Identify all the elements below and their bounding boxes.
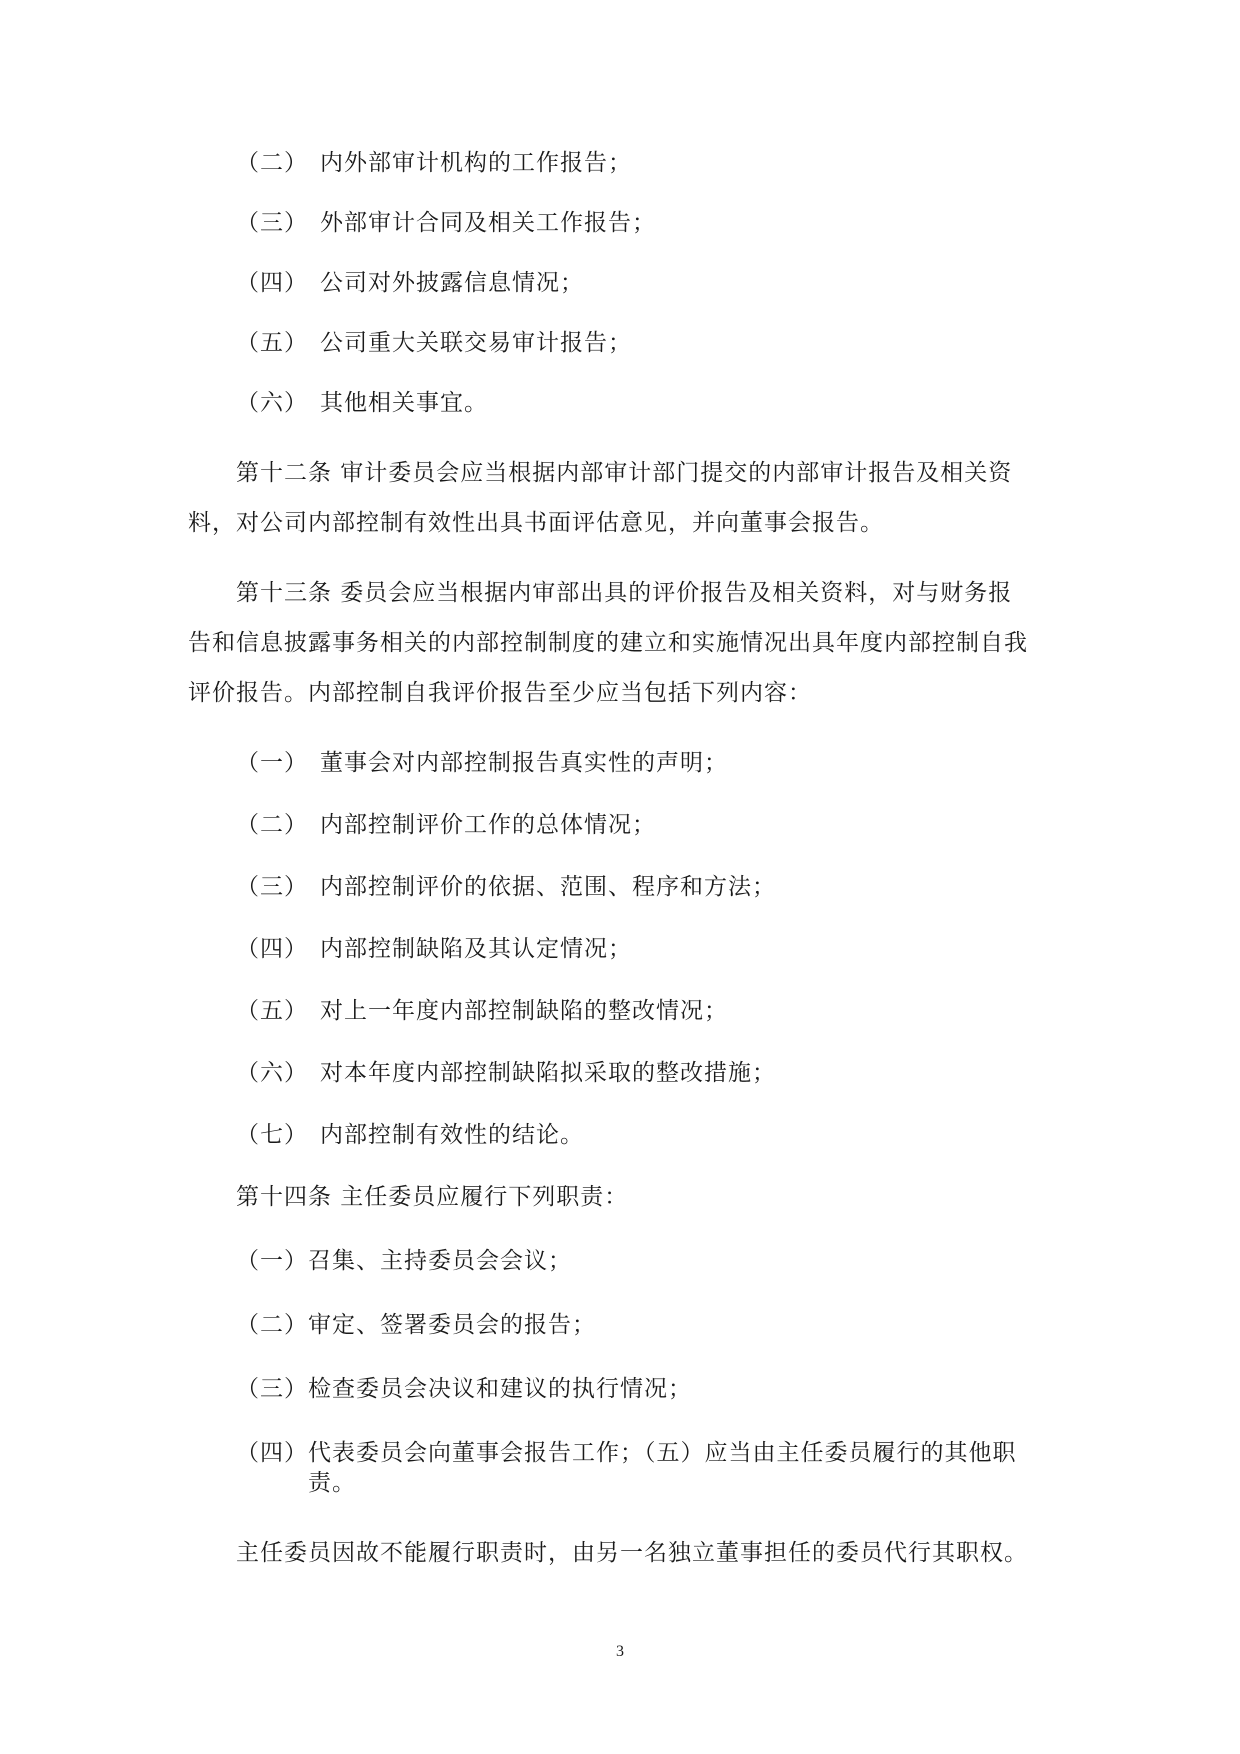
list-item-text: 内部控制评价工作的总体情况；: [320, 812, 656, 838]
list-item: [236, 328, 632, 358]
list-item: [236, 1438, 1017, 1468]
list-item-text: 检查委员会决议和建议的执行情况；: [308, 1376, 692, 1402]
list-item: [236, 208, 656, 238]
list-item-text: 董事会对内部控制报告真实性的声明；: [320, 750, 728, 776]
closing-paragraph: 主任委员因故不能履行职责时，由另一名独立董事担任的委员代行其职权。: [236, 1540, 1028, 1566]
article-13-line-2: 告和信息披露事务相关的内部控制制度的建立和实施情况出具年度内部控制自我: [188, 630, 1028, 656]
list-item-number: （一）: [236, 750, 308, 776]
list-item-number: （三）: [236, 210, 308, 236]
list-item: [236, 1246, 572, 1276]
list-item-number: （二）: [236, 812, 308, 838]
list-item-text: 内部控制评价的依据、范围、程序和方法；: [320, 874, 776, 900]
list-item-continuation: 责。: [308, 1470, 356, 1496]
list-item-text: 审定、签署委员会的报告；: [308, 1312, 596, 1338]
list-item: [236, 388, 488, 418]
list-item-number: （二）: [236, 150, 308, 176]
list-item: [236, 1120, 584, 1150]
list-item-text: 对本年度内部控制缺陷拟采取的整改措施；: [320, 1060, 776, 1086]
list-item-number: （五）: [236, 330, 308, 356]
list-item-text: 召集、主持委员会会议；: [308, 1248, 572, 1274]
list-item: [236, 934, 632, 964]
list-item: [236, 748, 728, 778]
list-item: [236, 1310, 596, 1340]
article-14-heading: 第十四条 主任委员应履行下列职责：: [236, 1184, 629, 1210]
list-item-number: （七）: [236, 1122, 308, 1148]
list-item-number: （二）: [236, 1312, 308, 1338]
list-item-number: （六）: [236, 390, 308, 416]
article-12-line-1: 第十二条 审计委员会应当根据内部审计部门提交的内部审计报告及相关资: [236, 460, 1013, 486]
list-item-number: （四）: [236, 1440, 308, 1466]
list-item: [236, 996, 728, 1026]
list-item-number: （三）: [236, 874, 308, 900]
list-item-number: （三）: [236, 1376, 308, 1402]
list-item: [236, 810, 656, 840]
list-item-text: 内部控制有效性的结论。: [320, 1122, 584, 1148]
list-item-number: （四）: [236, 936, 308, 962]
list-item-text: 其他相关事宜。: [320, 390, 488, 416]
list-item-text: 公司重大关联交易审计报告；: [320, 330, 632, 356]
list-item: [236, 1374, 692, 1404]
article-12-line-2: 料，对公司内部控制有效性出具书面评估意见，并向董事会报告。: [188, 510, 884, 536]
list-item-text: 内部控制缺陷及其认定情况；: [320, 936, 632, 962]
list-item-text: 对上一年度内部控制缺陷的整改情况；: [320, 998, 728, 1024]
article-13-line-3: 评价报告。内部控制自我评价报告至少应当包括下列内容：: [188, 680, 812, 706]
list-item-number: （四）: [236, 270, 308, 296]
list-item-text: 内外部审计机构的工作报告；: [320, 150, 632, 176]
list-item: [236, 872, 776, 902]
list-item-text: 公司对外披露信息情况；: [320, 270, 584, 296]
list-item: [236, 148, 632, 178]
page-number: 3: [616, 1643, 624, 1660]
list-item-text: 外部审计合同及相关工作报告；: [320, 210, 656, 236]
article-13-line-1: 第十三条 委员会应当根据内审部出具的评价报告及相关资料，对与财务报: [236, 580, 1013, 606]
list-item: [236, 268, 584, 298]
list-item-number: （五）: [236, 998, 308, 1024]
list-item-number: （六）: [236, 1060, 308, 1086]
list-item-text: 代表委员会向董事会报告工作；（五）应当由主任委员履行的其他职: [308, 1440, 1017, 1466]
list-item: [236, 1058, 776, 1088]
list-item-number: （一）: [236, 1248, 308, 1274]
